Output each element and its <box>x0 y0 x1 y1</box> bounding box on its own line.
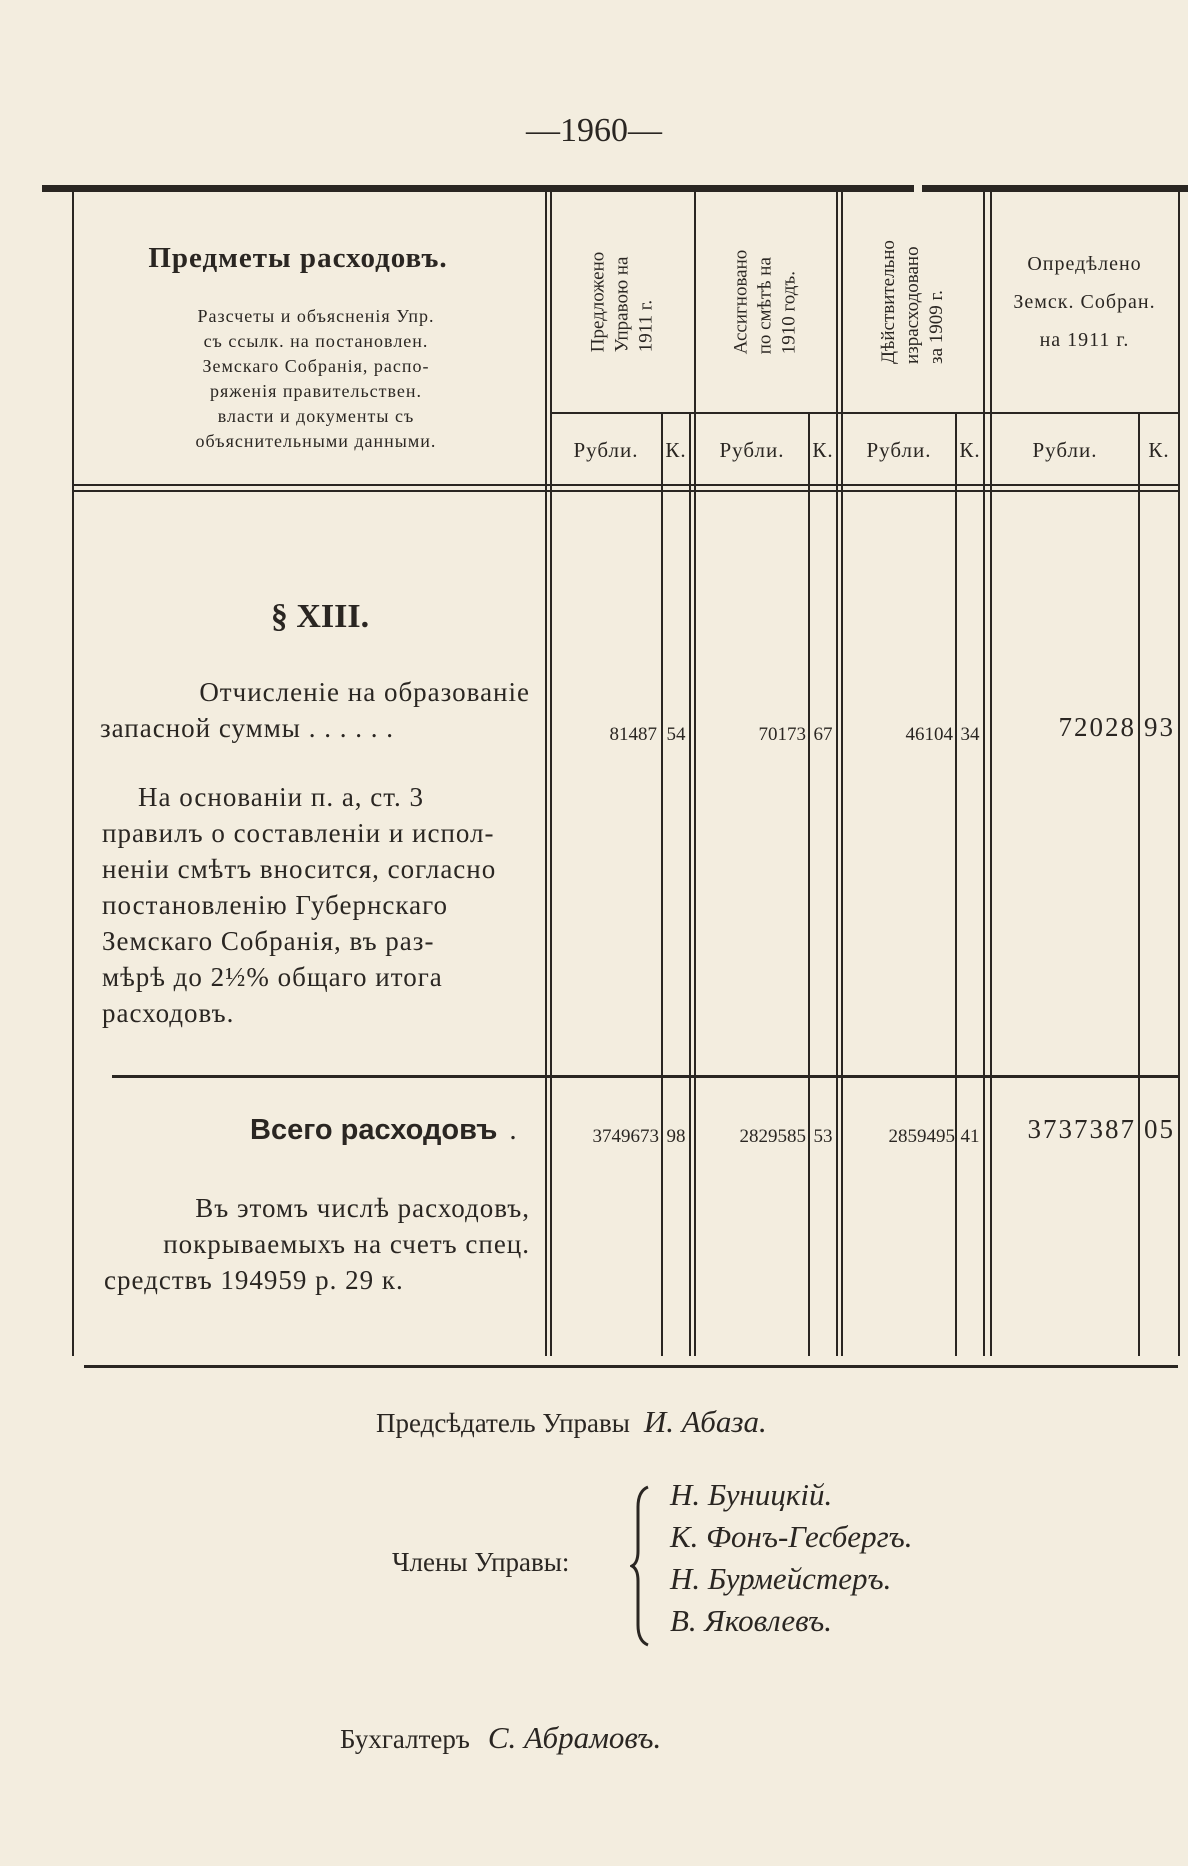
column-divider <box>990 192 992 1356</box>
column-divider <box>808 412 810 1356</box>
unit-row-rule <box>551 412 1178 414</box>
header-rule <box>72 484 1178 486</box>
column-header-spent: Дѣйствительно израсходовано за 1909 г. <box>877 240 947 364</box>
column-header-assigned: Ассигновано по смѣтѣ на 1910 годъ. <box>730 249 800 355</box>
members-list: Н. Буницкій. К. Фонъ-Гесбергъ. Н. Бурмейстеръ. В. Яковлевъ. <box>670 1477 913 1638</box>
total-rubles: 2829585 <box>739 1126 806 1147</box>
value-kopecks: 54 <box>666 724 686 745</box>
accountant-signature: Бухгалтеръ С. Абрамовъ. <box>340 1720 662 1755</box>
total-label: Всего расходовъ . <box>250 1114 517 1146</box>
value-kopecks: 34 <box>960 724 980 745</box>
column-header-proposed: Предложено Управою на 1911 г. <box>587 251 657 353</box>
rubles-label: Рубли. <box>866 438 932 462</box>
kopecks-label: К. <box>959 438 981 462</box>
total-rubles: 3749673 <box>592 1126 659 1147</box>
section-title: § XIII. <box>270 598 370 635</box>
kopecks-label: К. <box>1148 438 1170 462</box>
table-bottom-rule <box>84 1365 1178 1368</box>
value-rubles: 70173 <box>758 724 806 745</box>
total-rule <box>112 1075 1178 1078</box>
table-right-border <box>1178 192 1180 1356</box>
value-kopecks: 93 <box>1144 712 1175 742</box>
column-header-determined: Опредѣлено Земск. Собран. на 1911 г. <box>1013 253 1156 351</box>
column-divider <box>955 412 957 1356</box>
column-divider <box>836 192 838 1356</box>
top-rule <box>42 185 914 192</box>
members-label: Члены Управы: <box>392 1547 570 1577</box>
rubles-label: Рубли. <box>1032 438 1098 462</box>
top-rule-right <box>922 185 1188 192</box>
page-number: —1960— <box>526 112 662 149</box>
brace-icon <box>630 1485 654 1647</box>
header-rule <box>72 490 1178 492</box>
table-header-title: Предметы расходовъ. <box>148 242 448 274</box>
total-kopecks: 41 <box>960 1126 980 1147</box>
item-description: Отчисленіе на образованіе запасной суммы . . . . . . <box>100 677 530 743</box>
chairman-signature: Предсѣдатель Управы И. Абаза. <box>376 1404 767 1439</box>
value-rubles: 46104 <box>905 724 953 745</box>
column-divider <box>545 192 547 1356</box>
value-rubles: 81487 <box>609 724 657 745</box>
total-kopecks: 53 <box>813 1126 833 1147</box>
kopecks-label: К. <box>665 438 687 462</box>
value-rubles: 72028 <box>1058 712 1136 742</box>
column-divider <box>1138 412 1140 1356</box>
table-left-border <box>72 192 74 1356</box>
total-rubles: 3737387 <box>1027 1114 1136 1144</box>
table-header-description: Разсчеты и объясненія Упр. съ ссылк. на постановлен. Земскаго Собранія, распо- ряженія правительствен. власти и документы съ объяснительными данными. <box>195 306 437 451</box>
kopecks-label: К. <box>812 438 834 462</box>
column-divider <box>661 412 663 1356</box>
column-divider <box>983 192 985 1356</box>
rubles-label: Рубли. <box>573 438 639 462</box>
total-kopecks: 05 <box>1144 1114 1175 1144</box>
total-kopecks: 98 <box>666 1126 686 1147</box>
total-note: Въ этомъ числѣ расходовъ, покрываемыхъ на счетъ спец. средствъ 194959 р. 29 к. <box>104 1193 530 1295</box>
item-explanation: На основаніи п. а, ст. 3 правилъ о составленіи и испол- неніи смѣтъ вносится, согласно постановленію Губернскаго Земскаго Собранія, въ раз- мѣрѣ до 2½% общаго итога расходовъ. <box>102 782 497 1028</box>
total-rubles: 2859495 <box>888 1126 955 1147</box>
rubles-label: Рубли. <box>719 438 785 462</box>
column-divider <box>689 412 691 1356</box>
value-kopecks: 67 <box>813 724 833 745</box>
